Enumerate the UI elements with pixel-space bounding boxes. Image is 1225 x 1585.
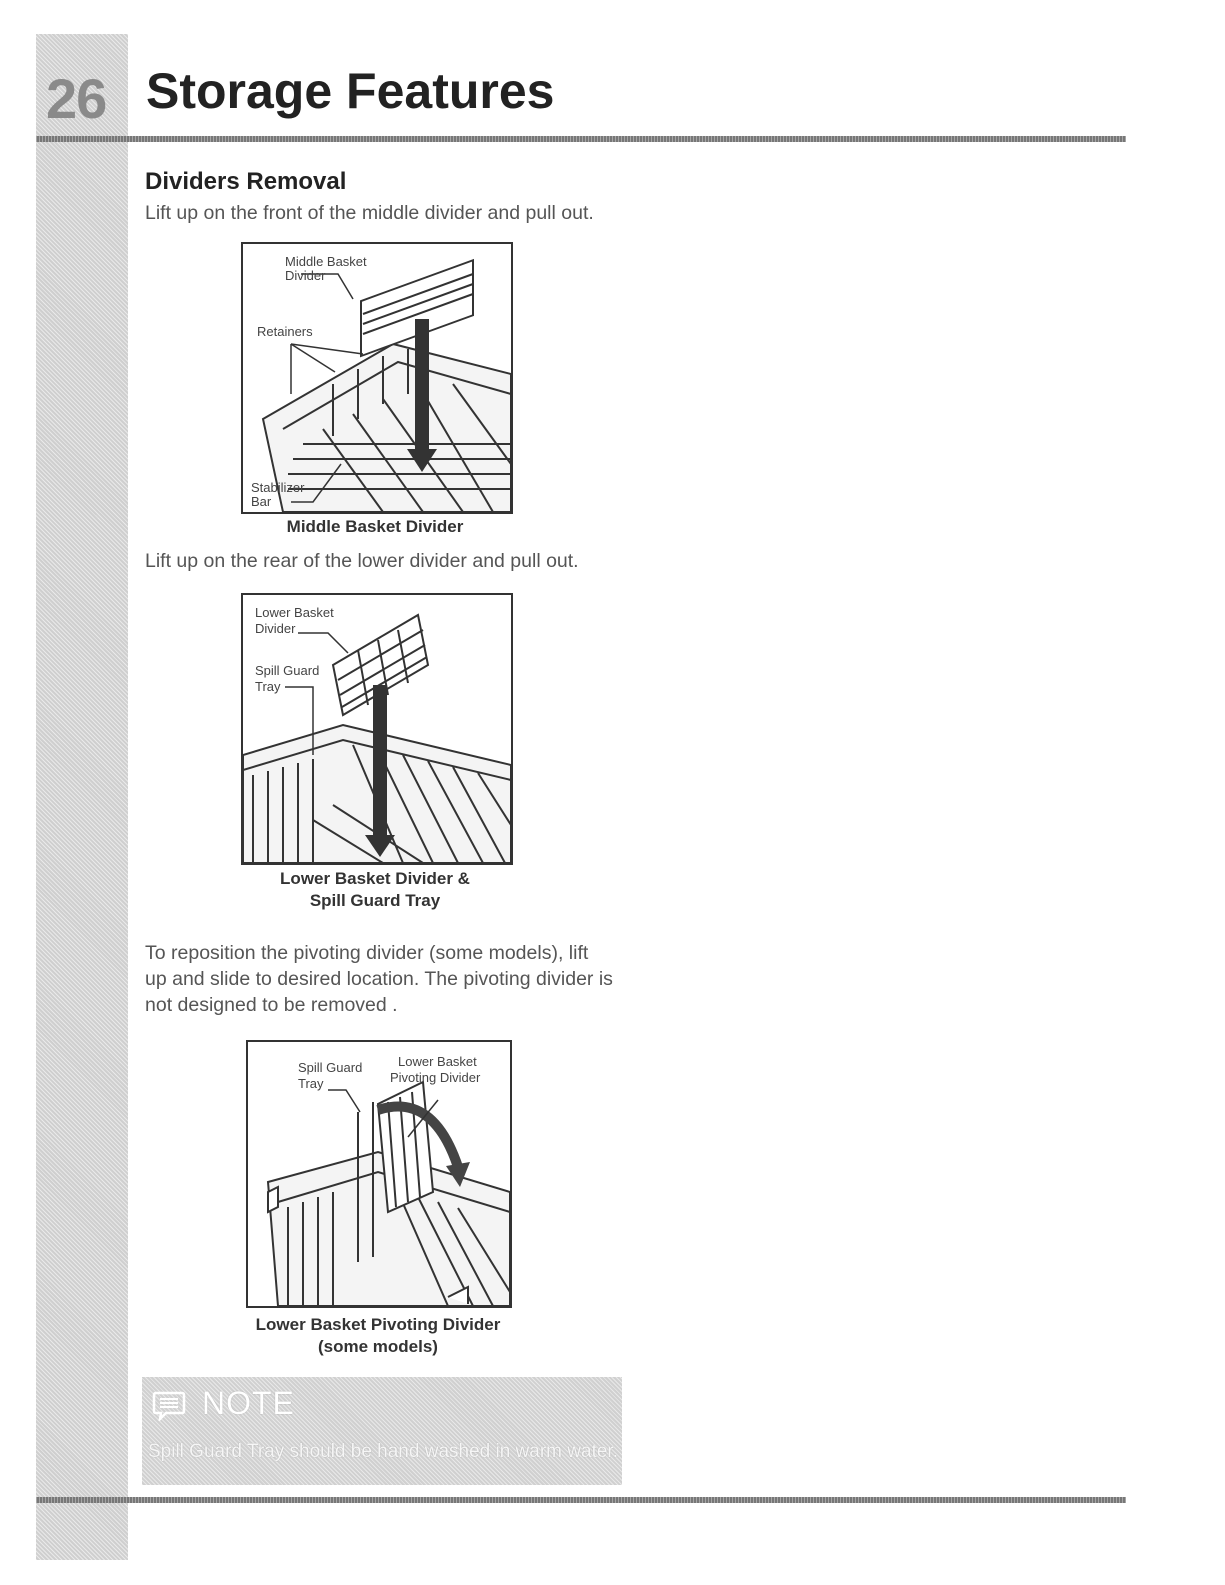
note-title: NOTE	[202, 1385, 295, 1421]
note-icon	[152, 1391, 186, 1421]
caption-line-1: Lower Basket Divider &	[280, 869, 470, 888]
section-heading: Dividers Removal	[145, 168, 347, 195]
caption-line-1: Lower Basket Pivoting Divider	[255, 1315, 501, 1334]
label-middle-basket: Middle Basket	[285, 254, 367, 269]
lower-basket-divider-figure	[241, 593, 513, 865]
figure-caption	[236, 1314, 520, 1358]
label-stabilizer: Stabilizer	[251, 480, 305, 495]
instruction-pivoting-divider: To reposition the pivoting divider (some models), lift up and slide to desired location. The pivoting divider is not designed to be removed .	[145, 942, 613, 1016]
page-title: Storage Features	[146, 63, 555, 119]
label-pivoting-divider: Pivoting Divider	[390, 1070, 481, 1085]
label-tray: Tray	[255, 679, 281, 694]
figure-caption	[241, 868, 509, 912]
label-divider: Divider	[285, 268, 326, 283]
label-lower-basket: Lower Basket	[255, 605, 334, 620]
label-tray: Tray	[298, 1076, 324, 1091]
note-text: Spill Guard Tray should be hand washed in warm water.	[148, 1441, 618, 1462]
caption-line-2: (some models)	[318, 1337, 438, 1356]
note-box	[142, 1377, 622, 1485]
label-spill-guard: Spill Guard	[298, 1060, 363, 1075]
header-rule	[36, 136, 1126, 142]
middle-basket-divider-illustration	[243, 244, 511, 512]
label-retainers: Retainers	[257, 324, 313, 339]
lower-basket-divider-illustration	[243, 595, 511, 863]
figure-caption: Middle Basket Divider	[286, 517, 464, 536]
label-spill-guard: Spill Guard	[255, 663, 320, 678]
label-lower-basket: Lower Basket	[398, 1054, 477, 1069]
middle-basket-divider-figure	[241, 242, 513, 514]
caption-line-2: Spill Guard Tray	[309, 891, 441, 910]
page-number: 26	[46, 67, 107, 130]
left-margin-band	[36, 34, 128, 1560]
instruction-middle-divider: Lift up on the front of the middle divider and pull out.	[145, 202, 594, 224]
pivoting-divider-illustration	[248, 1042, 510, 1306]
footer-rule	[36, 1497, 1126, 1503]
pivoting-divider-figure	[246, 1040, 512, 1308]
label-bar: Bar	[251, 494, 272, 509]
instruction-lower-divider: Lift up on the rear of the lower divider and pull out.	[145, 550, 579, 572]
label-divider: Divider	[255, 621, 296, 636]
